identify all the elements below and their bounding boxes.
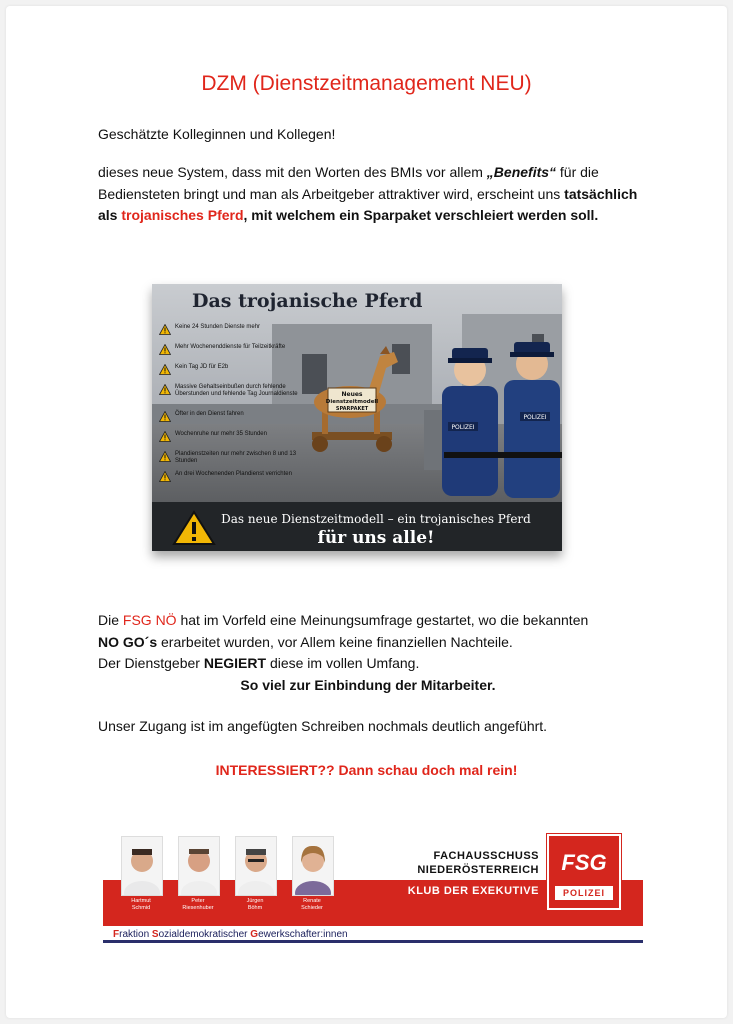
avatar [235, 836, 277, 896]
warning-icon [172, 510, 216, 546]
warning-icon [159, 411, 171, 422]
trojan-horse-illustration [152, 284, 562, 551]
negiert-term: NEGIERT [203, 655, 267, 671]
body-line-2 [98, 632, 638, 654]
intro-text-1: dieses neue System, dass mit den Worten des BMIs vor allem [98, 164, 487, 180]
person-name [227, 898, 283, 912]
text: So viel zur Einbindung der Mitarbeiter. [240, 676, 496, 693]
illustration-title: Das trojanische Pferd [192, 290, 423, 312]
fsg-footer-banner [103, 828, 643, 944]
police-officers-graphic [424, 332, 562, 504]
fsg-logo [547, 834, 621, 910]
person-last-name: Schieder [301, 905, 323, 911]
text: diese im vollen Umfang. [266, 655, 420, 671]
trojan-horse-term: trojanisches Pferd [121, 207, 244, 223]
list-item-text: Kein Tag JD für E2b [175, 364, 229, 370]
person-last-name: Schmid [131, 905, 151, 911]
horse-sign-line-3: SPARPAKET [335, 406, 369, 412]
page-title: DZM (Dienstzeitmanagement NEU) [201, 72, 532, 95]
word: raktion [119, 929, 152, 940]
initial: F [113, 929, 120, 940]
list-item [159, 344, 307, 364]
fachausschuss-label: FACHAUSSCHUSS [433, 850, 539, 862]
wooden-horse-icon [294, 344, 409, 454]
initial: S [151, 929, 159, 940]
person-last-name: Böhm [247, 905, 263, 911]
person-first-name: Hartmut [131, 898, 151, 904]
horse-sign-line-2: Dienstzeitmodell [325, 399, 379, 405]
warning-icon [159, 451, 171, 462]
cta-text: INTERESSIERT?? Dann schau doch mal rein! [215, 762, 518, 778]
warning-icon [159, 384, 171, 395]
body-line-4 [98, 675, 638, 697]
banner-line-2: für uns alle! [317, 528, 435, 548]
warning-icon [159, 471, 171, 482]
list-item-text: Keine 24 Stunden Dienste mehr [175, 324, 261, 330]
list-item-text: Wochenruhe nur mehr 35 Stunden [175, 431, 267, 437]
warning-icon [159, 431, 171, 442]
word: ozialdemokratischer [158, 929, 251, 940]
list-item [159, 324, 307, 344]
intro-bold-2: , mit welchem ein Sparpaket verschleiert werden soll. [243, 207, 599, 223]
list-item [159, 384, 307, 411]
police-label-right: POLIZEI [523, 414, 547, 421]
fsg-noe-link-text: FSG NÖ [122, 612, 177, 628]
person-last-name: Riesenhuber [182, 905, 214, 911]
call-to-action [6, 760, 727, 782]
list-item [159, 451, 307, 471]
benefits-term: „Benefits“ [486, 164, 557, 180]
word: ewerkschafter:innen [258, 929, 348, 940]
avatar [178, 836, 220, 896]
illustration-banner [152, 502, 562, 551]
intro-bold-1: tatsächlich als [98, 185, 638, 223]
person-name [170, 898, 226, 912]
document-page [6, 6, 727, 1018]
officer-right [504, 342, 560, 498]
body-paragraph [98, 610, 638, 696]
drawback-list [159, 324, 307, 491]
banner-line-1: Das neue Dienstzeitmodell – ein trojanisches Pferd [221, 512, 531, 526]
list-item [159, 411, 307, 431]
list-item-text: An drei Wochenenden Plandienst verrichten [175, 471, 292, 477]
body-line-3 [98, 653, 638, 675]
intro-text-2: für die Bediensteten bringt und man als Arbeitgeber attraktiver wird, erscheint uns [98, 164, 599, 202]
body-line-1 [98, 610, 638, 632]
klub-label: KLUB DER EXEKUTIVE [407, 885, 539, 897]
list-item-text: Plandienstzeiten nur mehr zwischen 8 und 13 Stunden [175, 451, 297, 464]
avatar [292, 836, 334, 896]
intro-paragraph [98, 162, 638, 227]
officer-left [442, 348, 498, 496]
warning-icon [159, 324, 171, 335]
list-item [159, 364, 307, 384]
person-first-name: Jürgen [246, 898, 264, 904]
list-item-text: Öfter in den Dienst fahren [175, 411, 244, 417]
warning-icon [159, 344, 171, 355]
text: Der Dienstgeber [98, 655, 204, 671]
list-item [159, 431, 307, 451]
fraktion-name [113, 929, 348, 940]
fsg-polizei-label: POLIZEI [555, 886, 613, 900]
list-item [159, 471, 307, 491]
region-label: NIEDERÖSTERREICH [417, 864, 539, 876]
avatar [121, 836, 163, 896]
person-name [113, 898, 169, 912]
person-first-name: Renate [303, 898, 321, 904]
nogo-term: NO GO´s [98, 633, 158, 650]
text: Die [98, 612, 123, 628]
horse-sign-line-1: Neues [341, 391, 363, 398]
greeting: Geschätzte Kolleginnen und Kollegen! [98, 126, 336, 142]
police-label-left: POLIZEI [451, 424, 475, 431]
access-note: Unser Zugang ist im angefügten Schreiben nochmals deutlich angeführt. [98, 718, 548, 734]
initial: G [250, 929, 259, 940]
person-first-name: Peter [191, 898, 205, 904]
text: hat im Vorfeld eine Meinungsumfrage gestartet, wo die bekannten [176, 612, 589, 628]
fsg-logo-text: FSG [561, 850, 607, 875]
person-name [284, 898, 340, 912]
list-item-text: Massive Gehaltseinbußen durch fehlende Überstunden und fehlende Tag Journaldienste [175, 384, 298, 397]
list-item-text: Mehr Wochenenddienste für Teilzeitkräfte [175, 344, 286, 350]
warning-icon [159, 364, 171, 375]
text: erarbeitet wurden, vor Allem keine finanziellen Nachteile. [157, 633, 513, 650]
